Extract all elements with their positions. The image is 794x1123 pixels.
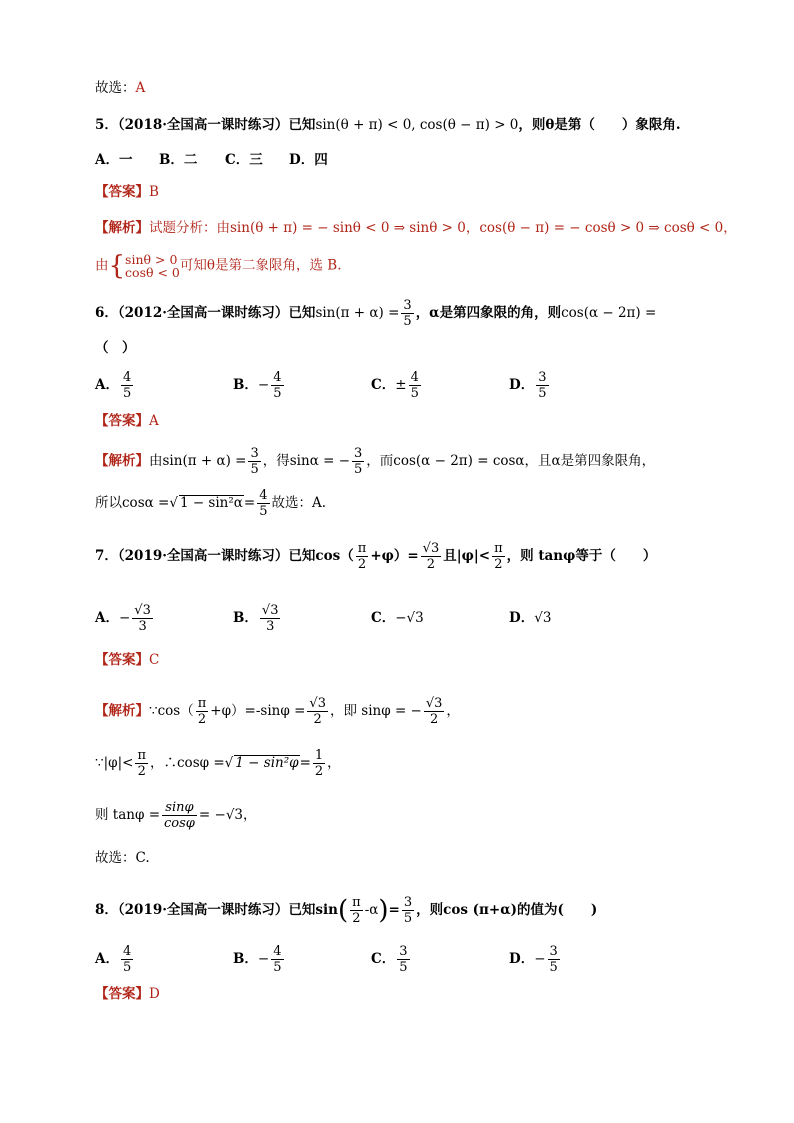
q8-answer — [95, 984, 160, 1004]
q7-a3-frac — [162, 800, 197, 831]
q7-option-d — [509, 608, 551, 628]
left-paren-icon: ( — [337, 895, 349, 926]
q7-option-d-text: √3 — [534, 610, 552, 626]
q5-system-bottom: cosθ < 0 — [125, 265, 180, 280]
q8-option-b-den: 5 — [273, 960, 282, 975]
q7-a1-frac1 — [196, 696, 209, 727]
q7-a2-eq: = — [299, 755, 311, 771]
q5-analysis-math: sin(θ + π) = − sinθ < 0 ⇒ sinθ > 0，cos(θ − π) = − cosθ > 0 ⇒ cosθ < 0， — [230, 220, 737, 236]
q8-option-b-frac — [271, 944, 283, 975]
q6-a1-frac1-den: 5 — [250, 462, 259, 477]
q6-option-b-label: B． — [233, 377, 258, 393]
q7-option-a-sign: − — [118, 610, 131, 626]
q5-stem-post: ，则θ是第（ ）象限角. — [518, 117, 681, 133]
q8-option-a-label: A． — [95, 951, 119, 967]
q6-option-d-label: D． — [509, 377, 535, 393]
q5-system-top: sinθ > 0 — [125, 252, 178, 267]
q8-option-c-num: 3 — [399, 944, 408, 959]
q8-option-c-den: 5 — [399, 960, 408, 975]
q6-option-c-label: C． — [371, 377, 396, 393]
q7-a1-frac1-num: π — [197, 696, 207, 711]
q7-a2-p2: ，∴cosφ = — [150, 755, 225, 771]
q8-stem-pre: 已知sin — [288, 902, 338, 918]
prev-answer-line — [95, 78, 145, 98]
q6-a1-p1: 由 — [149, 453, 163, 469]
q8-stem-eq: = — [388, 902, 400, 918]
q5-option-c: C．三 — [225, 152, 263, 168]
prev-answer-value: A — [135, 80, 146, 96]
q8-options — [95, 944, 562, 975]
q7-a1-frac2 — [307, 696, 328, 727]
q5-analysis-pre: 试题分析：由 — [149, 220, 230, 236]
q7-option-b-den: 3 — [266, 619, 275, 634]
q6-a1-m3: cos(α − 2π) = cosα — [393, 453, 525, 469]
q7-option-c-text: −√3 — [395, 610, 424, 626]
q7-source: （2019·全国高一课时练习） — [117, 548, 289, 564]
q6-a1-p4: ，且α是第四象限角， — [524, 453, 656, 469]
q8-option-a — [95, 944, 233, 975]
q7-a2-p3: ， — [327, 755, 341, 771]
q6-option-a-den: 5 — [122, 386, 132, 401]
q5-analysis2-post: 可知θ是第二象限角，选 B. — [179, 257, 342, 274]
q6-option-d — [509, 370, 551, 401]
right-paren-icon: ) — [378, 895, 389, 926]
q8-option-a-frac — [121, 944, 133, 975]
q6-paren — [95, 338, 136, 358]
q6-a1-frac1-num: 3 — [250, 446, 259, 461]
q8-stem-post: ，则cos (π+α)的值为( ) — [416, 902, 598, 918]
q6-option-d-frac — [536, 370, 548, 401]
q6-a1-p2: ，得 — [262, 453, 290, 469]
q6-analysis-line2 — [95, 488, 326, 519]
q8-option-a-den: 5 — [122, 960, 132, 975]
q6-a1-frac1 — [248, 446, 260, 477]
q5-stem — [95, 115, 681, 135]
q8-number: 8． — [95, 902, 118, 918]
q6-a1-frac2-den: 5 — [354, 462, 363, 477]
q7-a1-p4: ， — [446, 703, 460, 719]
q8-option-c — [371, 944, 509, 975]
q7-a1-p2: +φ）=-sinφ = — [210, 703, 306, 719]
q6-stem-fraction — [401, 298, 413, 329]
q6-stem-math2: cos(α − 2π) = — [561, 305, 657, 321]
q8-stem-frac2-num: 3 — [403, 895, 413, 910]
q6-a1-frac2-num: 3 — [354, 446, 363, 461]
q7-option-a — [95, 603, 233, 634]
q6-a2-frac-num: 4 — [259, 488, 268, 503]
q6-answer — [95, 411, 159, 431]
q7-stem-mid1: +φ）= — [370, 548, 419, 564]
q5-options — [95, 150, 328, 170]
q5-answer-value: B — [149, 184, 159, 200]
q6-option-b-den: 5 — [273, 386, 282, 401]
q7-a2-frac1 — [135, 748, 148, 779]
q5-option-d: D．四 — [289, 152, 328, 168]
q8-option-b-num: 4 — [273, 944, 282, 959]
q7-a2-frac2 — [313, 748, 325, 779]
q8-option-d — [509, 944, 562, 975]
q8-option-d-den: 5 — [549, 960, 558, 975]
q8-stem-frac1-den: 2 — [352, 911, 361, 926]
q7-analysis-line1 — [95, 696, 460, 727]
q5-stem-pre: 已知 — [288, 117, 316, 133]
q6-option-d-num: 3 — [538, 370, 547, 385]
q6-option-b — [233, 370, 371, 401]
q8-option-b-label: B． — [233, 951, 258, 967]
q7-a3-p2: = −√3， — [198, 807, 257, 823]
q6-a2-p1: 所以 — [95, 495, 122, 511]
q5-stem-math: sin(θ + π) < 0, cos(θ − π) > 0 — [315, 117, 519, 133]
q5-analysis-line2 — [95, 253, 342, 279]
q7-a1-frac2-den: 2 — [313, 712, 322, 727]
q8-answer-value: D — [149, 986, 160, 1002]
q7-a1-frac3-num: √3 — [425, 696, 443, 711]
q6-a2-p2: 故选：A. — [271, 495, 327, 511]
sqrt-sign-icon: √ — [169, 495, 178, 511]
q7-a2-p1: ∵|φ|< — [95, 755, 134, 771]
q6-a2-frac — [257, 488, 269, 519]
q7-number: 7． — [95, 548, 118, 564]
q6-option-b-frac — [271, 370, 283, 401]
q6-option-a — [95, 370, 233, 401]
q7-stem-frac3 — [492, 541, 505, 572]
q8-answer-label: 【答案】 — [95, 986, 149, 1002]
q7-answer-value: C — [149, 652, 160, 668]
q7-option-a-den: 3 — [138, 619, 147, 634]
q8-option-d-sign: − — [534, 951, 546, 967]
q6-option-c — [371, 370, 509, 401]
q6-answer-value: A — [149, 413, 159, 429]
q8-stem-mid: -α — [364, 902, 379, 918]
q7-a2-frac1-num: π — [137, 748, 146, 763]
q6-a2-eq: = — [243, 495, 256, 511]
q7-a1-frac3-den: 2 — [430, 712, 439, 727]
q6-option-c-sign: ± — [395, 377, 407, 393]
q7-option-b-frac — [260, 603, 281, 634]
q6-stem-math1: sin(π + α) = — [315, 305, 400, 321]
q7-stem-mid2: 且|φ|< — [443, 548, 491, 564]
q5-analysis-label: 【解析】 — [95, 220, 149, 236]
q8-option-d-label: D． — [509, 951, 535, 967]
q5-analysis2-pre: 由 — [95, 257, 109, 274]
q7-analysis-line2 — [95, 748, 341, 779]
q7-stem-frac2-num: √3 — [422, 541, 440, 556]
q6-number: 6． — [95, 305, 118, 321]
q6-option-c-num: 4 — [410, 370, 419, 385]
q8-option-a-num: 4 — [122, 944, 132, 959]
q6-a1-p3: ，而 — [366, 453, 394, 469]
q7-a2-sqrt: 1 − sin²φ — [235, 755, 299, 771]
q8-option-d-frac — [548, 944, 560, 975]
q8-option-c-label: C． — [371, 951, 396, 967]
q8-stem-frac2-den: 5 — [403, 911, 413, 926]
q5-option-a: A．一 — [95, 152, 133, 168]
q7-stem-frac3-num: π — [494, 541, 503, 556]
q7-stem-frac2-den: 2 — [426, 557, 436, 572]
q7-analysis-line3 — [95, 800, 257, 831]
q8-source: （2019·全国高一课时练习） — [117, 902, 289, 918]
q6-option-c-den: 5 — [410, 386, 419, 401]
q6-a2-frac-den: 5 — [259, 504, 268, 519]
q6-answer-label: 【答案】 — [95, 413, 149, 429]
q5-analysis-line1 — [95, 218, 737, 238]
q7-final — [95, 848, 150, 868]
q6-analysis-line1 — [95, 446, 655, 477]
q7-option-b — [233, 603, 371, 634]
q6-option-d-den: 5 — [538, 386, 547, 401]
q5-option-b: B．二 — [159, 152, 198, 168]
q7-option-c — [371, 608, 509, 628]
q6-a2-m1: cosα = — [122, 495, 170, 511]
q6-a2-sqrt: 1 − sin²α — [179, 495, 243, 511]
q6-stem-pre: 已知 — [288, 305, 316, 321]
q7-a1-p1: ∵cos（ — [149, 703, 194, 719]
q6-a1-frac2 — [352, 446, 364, 477]
q6-a1-m1: sin(π + α) = — [162, 453, 247, 469]
q7-answer-label: 【答案】 — [95, 652, 149, 668]
q7-option-c-label: C． — [371, 610, 396, 626]
q6-option-b-sign: − — [257, 377, 270, 393]
q7-stem-frac1 — [356, 541, 369, 572]
q7-option-d-label: D． — [509, 610, 535, 626]
q7-a3-frac-num: sinφ — [162, 800, 197, 816]
q7-stem-pre: 已知cos（ — [288, 548, 354, 564]
q7-options — [95, 603, 551, 634]
q6-source: （2012·全国高一课时练习） — [117, 305, 289, 321]
q7-a2-frac2-den: 2 — [314, 764, 324, 779]
q7-a1-p3: ，即 sinφ = − — [329, 703, 422, 719]
q7-analysis-label: 【解析】 — [95, 703, 149, 719]
q7-option-a-label: A． — [95, 610, 119, 626]
q8-stem — [95, 895, 597, 926]
q7-a1-frac3 — [424, 696, 445, 727]
q6-option-a-num: 4 — [122, 370, 132, 385]
q7-stem-frac1-den: 2 — [357, 557, 367, 572]
q7-option-a-frac — [132, 603, 153, 634]
q6-frac-num: 3 — [403, 298, 412, 313]
q8-stem-frac1-num: π — [352, 895, 361, 910]
sqrt-sign-icon: √ — [224, 755, 234, 771]
q6-stem — [95, 298, 656, 329]
q7-stem-frac2 — [421, 541, 442, 572]
q6-a1-m2: sinα = − — [289, 453, 351, 469]
q7-stem-post: ，则 tanφ等于（ ） — [506, 548, 657, 564]
q8-option-d-num: 3 — [549, 944, 558, 959]
q5-answer — [95, 182, 159, 202]
q7-a3-frac-den: cosφ — [164, 816, 195, 831]
q7-option-a-num: √3 — [134, 603, 151, 618]
q5-source: （2018·全国高一课时练习） — [117, 117, 289, 133]
q7-answer — [95, 650, 159, 670]
q7-option-b-label: B． — [233, 610, 258, 626]
q6-option-a-frac — [121, 370, 133, 401]
q5-system — [125, 253, 180, 279]
q6-blank-paren: （ ） — [95, 340, 136, 356]
q6-analysis-label: 【解析】 — [95, 453, 149, 469]
q8-option-b — [233, 944, 371, 975]
q5-number: 5． — [95, 117, 118, 133]
q7-option-b-num: √3 — [261, 603, 279, 618]
q6-option-c-frac — [409, 370, 421, 401]
q6-option-b-num: 4 — [273, 370, 282, 385]
q6-options — [95, 370, 551, 401]
q5-answer-label: 【答案】 — [95, 184, 149, 200]
q6-stem-mid: ，α是第四象限的角，则 — [415, 305, 562, 321]
q7-stem-frac3-den: 2 — [494, 557, 503, 572]
q6-frac-den: 5 — [403, 314, 412, 329]
q8-stem-frac1 — [350, 895, 363, 926]
q7-a1-frac1-den: 2 — [197, 712, 207, 727]
q7-stem — [95, 541, 656, 572]
q8-stem-frac2 — [402, 895, 414, 926]
system-brace: { — [108, 251, 126, 281]
q6-option-a-label: A． — [95, 377, 119, 393]
q8-option-c-frac — [397, 944, 409, 975]
q7-a2-frac1-den: 2 — [137, 764, 146, 779]
q7-a2-frac2-num: 1 — [314, 748, 324, 763]
q8-option-b-sign: − — [257, 951, 270, 967]
q7-stem-frac1-num: π — [357, 541, 367, 556]
q7-final-text: 故选：C. — [95, 850, 150, 866]
q7-a1-frac2-num: √3 — [309, 696, 326, 711]
prev-answer-prefix: 故选： — [95, 80, 136, 96]
q7-a3-p1: 则 tanφ = — [95, 807, 161, 823]
